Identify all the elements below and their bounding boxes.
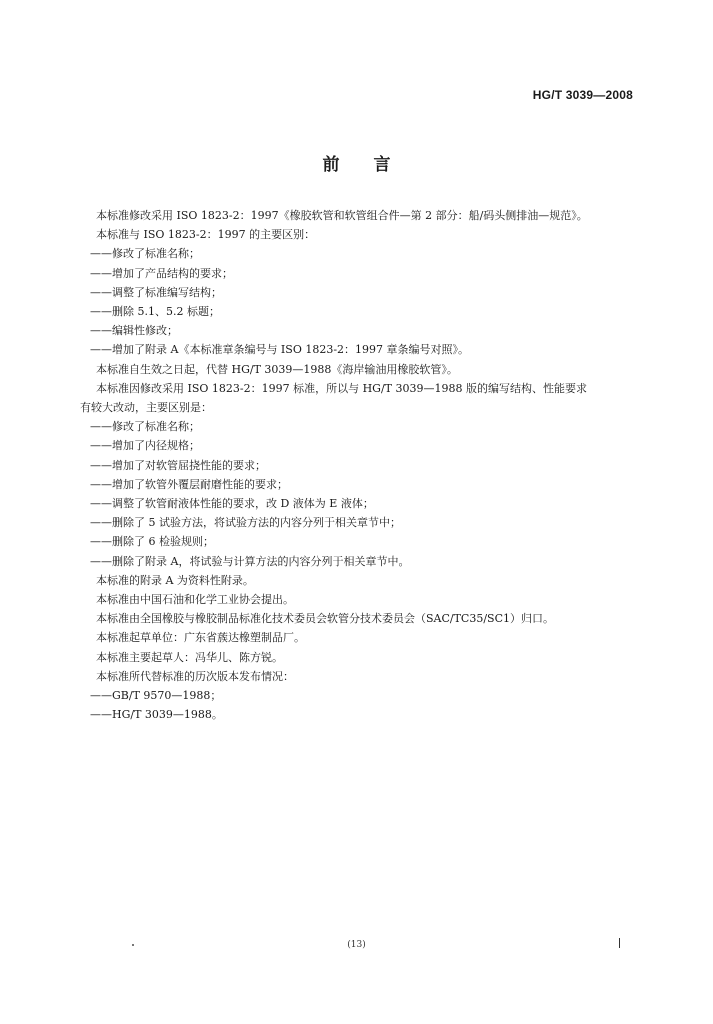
list-item: ——修改了标准名称； [90,420,200,434]
list-item: ——删除了 6 检验规则； [90,535,214,549]
list-item: ——GB/T 9570—1988； [90,689,222,703]
list-item: ——删除了 5 试验方法，将试验方法的内容分列于相关章节中； [90,516,401,530]
list-item: ——调整了标准编写结构； [90,285,222,299]
standard-code: HG/T 3039—2008 [532,88,633,102]
list-item: ——增加了附录 A《本标准章条编号与 ISO 1823-2：1997 章条编号对照》。 [90,343,470,357]
paragraph-line: 本标准所代替标准的历次版本发布情况： [96,669,294,683]
page-number: (13) [347,940,366,950]
paragraph-line: 本标准由全国橡胶与橡胶制品标准化技术委员会软管分技术委员会（SAC/TC35/SC1）归口。 [96,612,555,626]
paragraph-line: 本标准修改采用 ISO 1823-2：1997《橡胶软管和软管组合件—第 2 部分：船/码头侧排油—规范》。 [96,209,588,222]
paragraph-line: 本标准的附录 A 为资料性附录。 [96,573,254,587]
paragraph-line: 本标准由中国石油和化学工业协会提出。 [96,593,294,607]
list-item: ——调整了软管耐液体性能的要求，改 D 液体为 E 液体； [90,497,374,511]
list-item: ——增加了内径规格； [90,439,200,453]
list-item: ——编辑性修改； [90,324,178,338]
list-item: ——删除 5.1、5.2 标题； [90,305,220,319]
paragraph-line: 本标准自生效之日起，代替 HG/T 3039—1988《海岸输油用橡胶软管》。 [96,362,458,376]
list-item: ——修改了标准名称； [90,247,200,261]
paragraph-line: 有较大改动，主要区别是： [80,401,212,415]
list-item: ——增加了软管外覆层耐磨性能的要求； [90,477,288,491]
paragraph-line: 本标准因修改采用 ISO 1823-2：1997 标准，所以与 HG/T 3039—1988 版的编写结构、性能要求 [96,381,587,395]
document-body [80,206,636,724]
page-title: 前言 [322,155,425,175]
list-item: ——增加了产品结构的要求； [90,266,233,280]
paragraph-line: 本标准与 ISO 1823-2：1997 的主要区别： [96,228,316,242]
paragraph-line: 本标准起草单位：广东省蔟达橡塑制品厂。 [96,631,305,645]
scan-mark [619,938,620,948]
list-item: ——删除了附录 A，将试验与计算方法的内容分列于相关章节中。 [90,554,410,568]
list-item: ——HG/T 3039—1988。 [90,708,223,722]
paragraph-line: 本标准主要起草人：冯华儿、陈方锐。 [96,650,283,664]
list-item: ——增加了对软管屈挠性能的要求； [90,458,266,472]
